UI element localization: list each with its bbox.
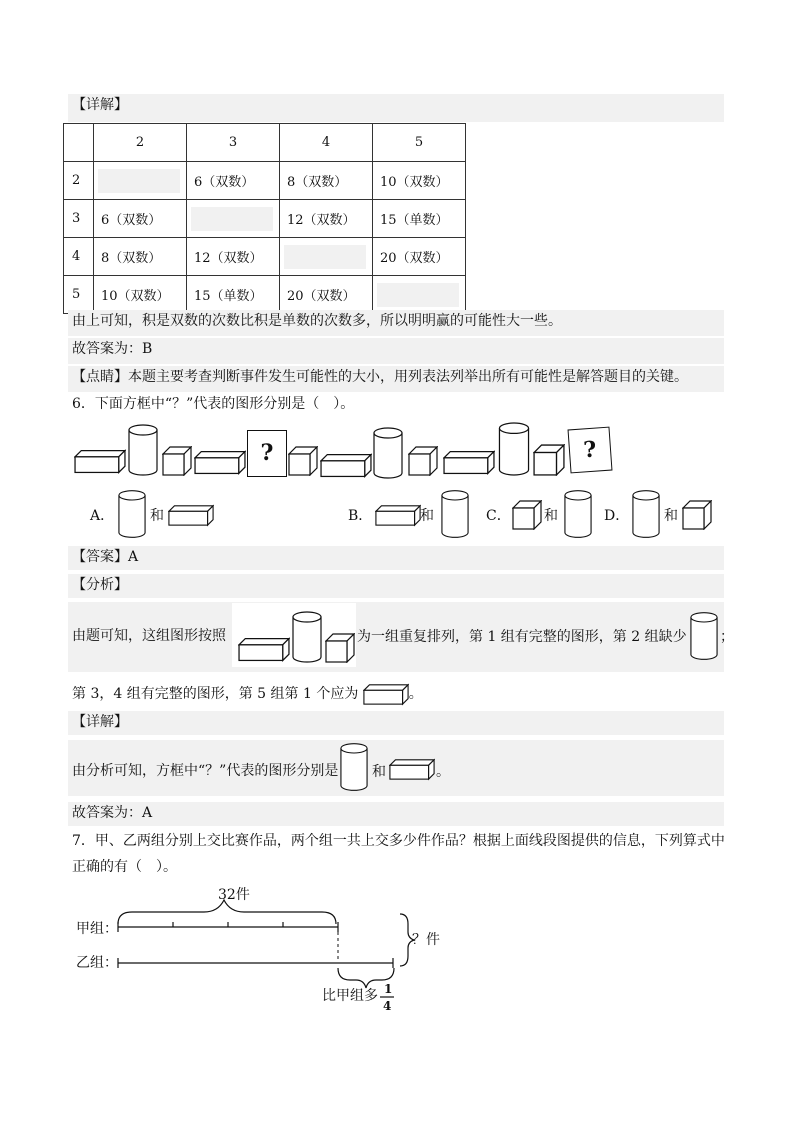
q6-question: 6．下面方框中“？”代表的图形分别是（ ）。 [72, 396, 355, 412]
question-box [247, 430, 287, 477]
pattern-group-image [232, 603, 356, 667]
detail-end: 。 [436, 764, 450, 780]
box-shape [443, 449, 495, 475]
table-row [64, 162, 466, 200]
table-cell: 8（双数） [94, 238, 187, 276]
cylinder-shape [118, 489, 146, 539]
table-row [64, 276, 466, 314]
more-label: 比甲组多 [322, 988, 378, 1004]
box-shape [74, 448, 126, 474]
table-cell-empty [94, 162, 187, 200]
cube-shape [288, 446, 318, 476]
table-row [64, 238, 466, 276]
option-joiner: 和 [150, 508, 164, 524]
row-header: 3 [64, 200, 94, 238]
cylinder-shape [632, 489, 660, 539]
box-shape [168, 503, 214, 527]
analysis-text-1c: ； [720, 629, 734, 645]
col-header: 5 [373, 124, 466, 162]
cylinder-shape [498, 422, 530, 476]
cube-shape [512, 500, 542, 530]
row-header: 2 [64, 162, 94, 200]
box-shape [194, 449, 246, 475]
row-b-label: 乙组： [76, 955, 118, 971]
q6-final-answer: 故答案为：A [72, 805, 153, 821]
top-label: 32件 [218, 887, 250, 903]
q6-answer-label: 【答案】A [72, 549, 139, 565]
table-cell-empty [187, 200, 280, 238]
q7-question-1: 7．甲、乙两组分别上交比赛作品，两个组一共上交多少件作品？根据上面线段图提供的信息，下列算式中 [72, 833, 725, 849]
table-cell: 20（双数） [373, 238, 466, 276]
product-table [63, 123, 466, 314]
option-letter: D． [604, 508, 630, 524]
table-cell-empty [373, 276, 466, 314]
col-header: 2 [94, 124, 187, 162]
option-a[interactable] [90, 489, 220, 539]
option-c[interactable] [486, 489, 596, 539]
option-letter: A． [90, 508, 115, 524]
shape-sequence [72, 420, 617, 480]
col-header: 4 [280, 124, 373, 162]
q7-question-2: 正确的有（ ）。 [72, 859, 177, 875]
option-letter: C． [486, 508, 511, 524]
table-cell: 15（单数） [373, 200, 466, 238]
cube-shape [533, 444, 565, 476]
q5-conclusion: 由上可知，积是双数的次数比积是单数的次数多，所以明明赢的可能性大一些。 [72, 313, 562, 329]
cylinder-shape [373, 427, 403, 479]
box-shape [363, 682, 409, 706]
option-b[interactable] [348, 489, 473, 539]
analysis-text-2-main: 第 3，4 组有完整的图形，第 5 组第 1 个应为 [72, 686, 359, 702]
option-joiner: 和 [420, 508, 434, 524]
cylinder-shape [128, 424, 158, 476]
table-cell: 10（双数） [94, 276, 187, 314]
row-a-label: 甲组： [76, 921, 118, 937]
detail-header: 【详解】 [72, 97, 128, 113]
col-header: 3 [187, 124, 280, 162]
fraction-denominator: 4 [383, 999, 392, 1013]
box-shape [320, 452, 372, 478]
table-cell: 6（双数） [94, 200, 187, 238]
analysis-text-1a: 由题可知，这组图形按照 [72, 628, 226, 644]
option-d[interactable] [604, 489, 714, 539]
option-letter: B． [348, 508, 373, 524]
table-cell: 12（双数） [187, 238, 280, 276]
cube-shape [408, 446, 438, 476]
cylinder-shape [292, 609, 322, 665]
cylinder-shape [441, 489, 469, 539]
table-corner-cell [64, 124, 94, 162]
detail-text [72, 761, 338, 781]
table-cell: 10（双数） [373, 162, 466, 200]
question-box [568, 427, 613, 474]
table-cell: 15（单数） [187, 276, 280, 314]
table-cell: 20（双数） [280, 276, 373, 314]
box-shape [238, 635, 290, 663]
detail-joiner: 和 [372, 764, 386, 780]
cylinder-shape [690, 610, 718, 662]
question-mark: ? [260, 440, 274, 466]
option-joiner: 和 [664, 508, 678, 524]
fraction-numerator: 1 [384, 982, 393, 996]
box-shape [389, 757, 435, 781]
table-cell: 6（双数） [187, 162, 280, 200]
option-joiner: 和 [544, 508, 558, 524]
analysis-text-2 [72, 682, 423, 706]
cube-shape [162, 446, 192, 476]
total-label: ？件 [412, 932, 440, 948]
table-header-row [64, 124, 466, 162]
box-shape [375, 503, 421, 527]
cube-shape [682, 500, 712, 530]
cylinder-shape [564, 489, 592, 539]
table-row [64, 200, 466, 238]
row-header: 5 [64, 276, 94, 314]
top-brace [118, 900, 336, 924]
detail-text-main: 由分析可知，方框中“？”代表的图形分别是 [72, 763, 339, 779]
q5-answer: 故答案为：B [72, 341, 153, 357]
analysis-text-2-end: 。 [408, 686, 423, 702]
detail-label: 【详解】 [72, 714, 128, 730]
q5-comment: 【点睛】本题主要考查判断事件发生可能性的大小，用列表法列举出所有可能性是解答题目的关键。 [72, 369, 688, 385]
table-cell: 8（双数） [280, 162, 373, 200]
cylinder-shape [340, 742, 368, 792]
table-cell-empty [280, 238, 373, 276]
cube-shape [325, 633, 355, 663]
segment-diagram [70, 880, 450, 1015]
question-mark: ? [582, 436, 598, 464]
analysis-text-1b: 为一组重复排列，第 1 组有完整的图形，第 2 组缺少 [357, 629, 687, 645]
row-header: 4 [64, 238, 94, 276]
analysis-label: 【分析】 [72, 577, 128, 593]
table-cell: 12（双数） [280, 200, 373, 238]
